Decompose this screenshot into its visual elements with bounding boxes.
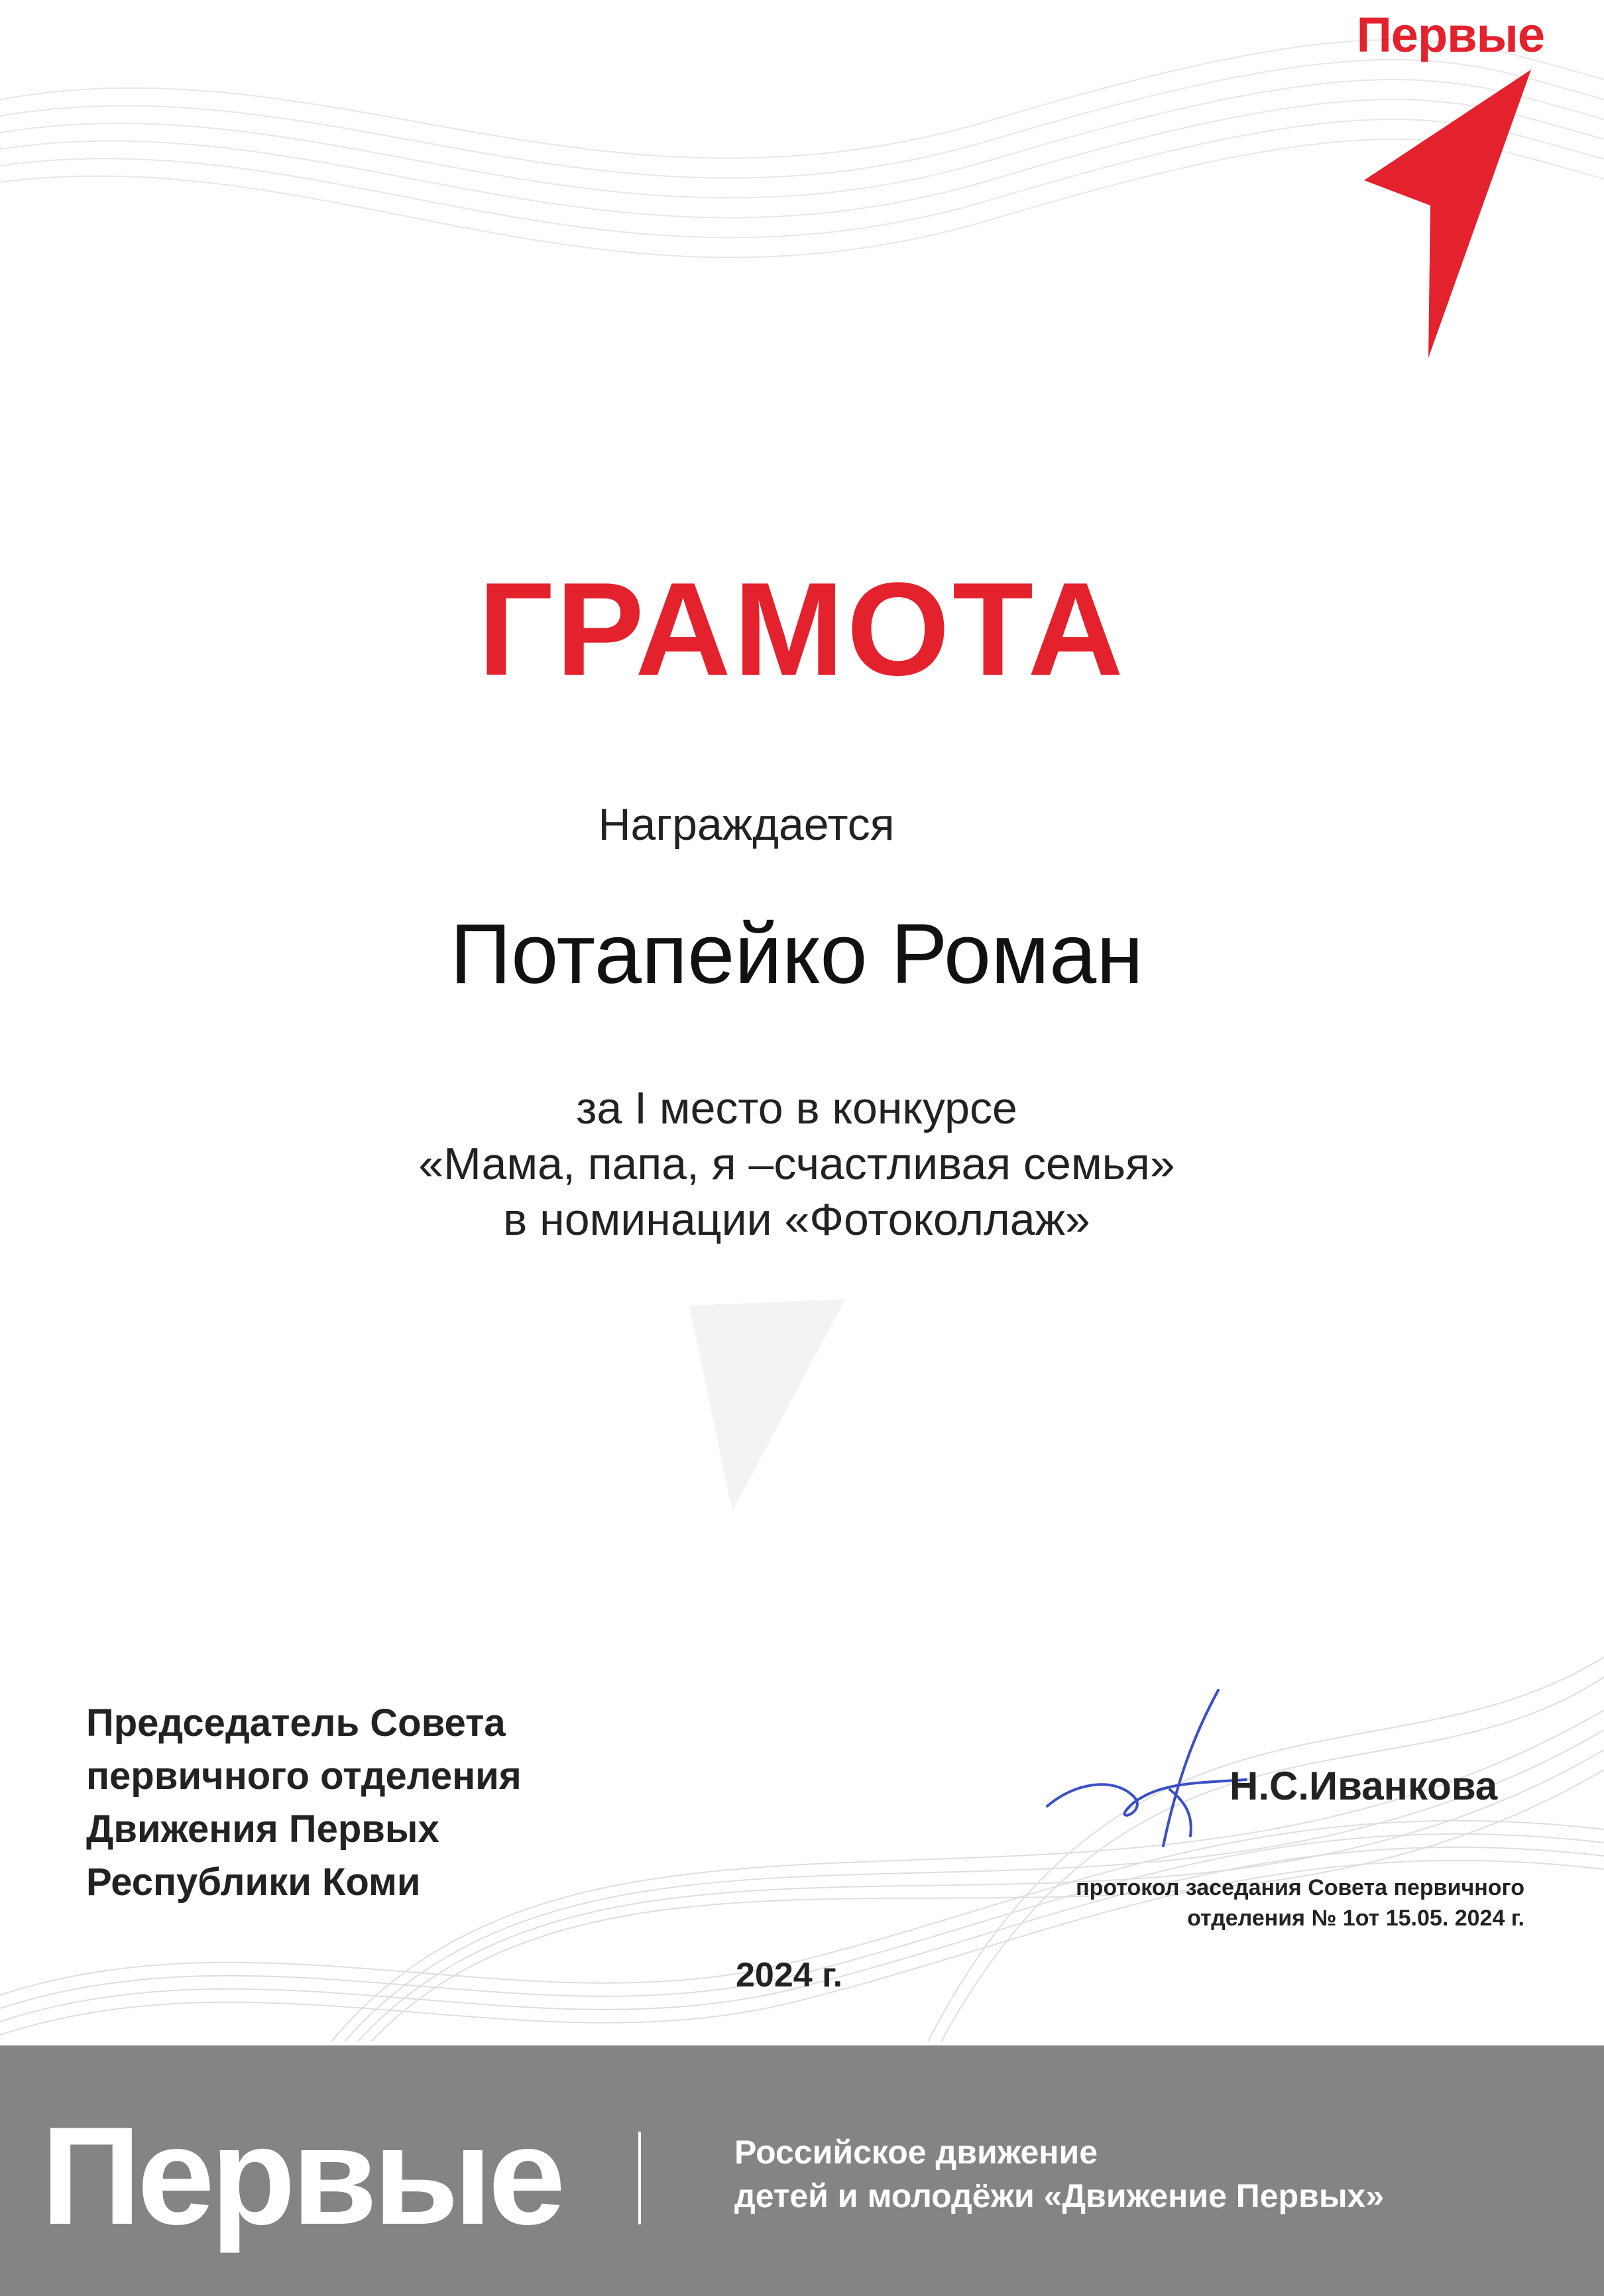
reason-line: за I место в конкурсе: [576, 1083, 1017, 1133]
signer-position-line: первичного отделения: [86, 1754, 522, 1798]
signer-position: [86, 1697, 522, 1909]
issue-year: 2024 г.: [736, 1956, 843, 1994]
recipient-name: Потапейко Роман: [450, 907, 1143, 1002]
awarded-label: Награждается: [598, 799, 895, 850]
brand-logo: [1339, 0, 1577, 371]
brand-logo-text: Первые: [1356, 7, 1544, 62]
protocol-note: [1076, 1872, 1524, 1933]
award-reason: [0, 1080, 1593, 1247]
footer-organization-line: детей и молодёжи «Движение Первых»: [734, 2177, 1385, 2214]
reason-line: в номинации «Фотоколлаж»: [503, 1194, 1090, 1245]
footer-logo-text: Первые: [41, 2098, 562, 2254]
signer-name: Н.С.Иванкова: [1230, 1764, 1498, 1808]
footer-band: [0, 2045, 1604, 2296]
pervye-number-one-icon: [1339, 66, 1564, 358]
handwritten-signature-icon: [1034, 1684, 1259, 1856]
footer-divider: [638, 2132, 641, 2224]
certificate-title: ГРАМОТА: [478, 555, 1126, 703]
signer-position-line: Движения Первых: [86, 1808, 439, 1851]
protocol-line: отделения № 1от 15.05. 2024 г.: [1187, 1906, 1524, 1931]
signer-position-line: Республики Коми: [86, 1861, 421, 1904]
reason-line: «Мама, папа, я –счастливая семья»: [418, 1139, 1175, 1189]
protocol-line: протокол заседания Совета первичного: [1076, 1875, 1524, 1900]
footer-organization-line: Российское движение: [734, 2134, 1098, 2171]
footer-organization: [734, 2130, 1384, 2218]
signer-position-line: Председатель Совета: [86, 1701, 506, 1745]
